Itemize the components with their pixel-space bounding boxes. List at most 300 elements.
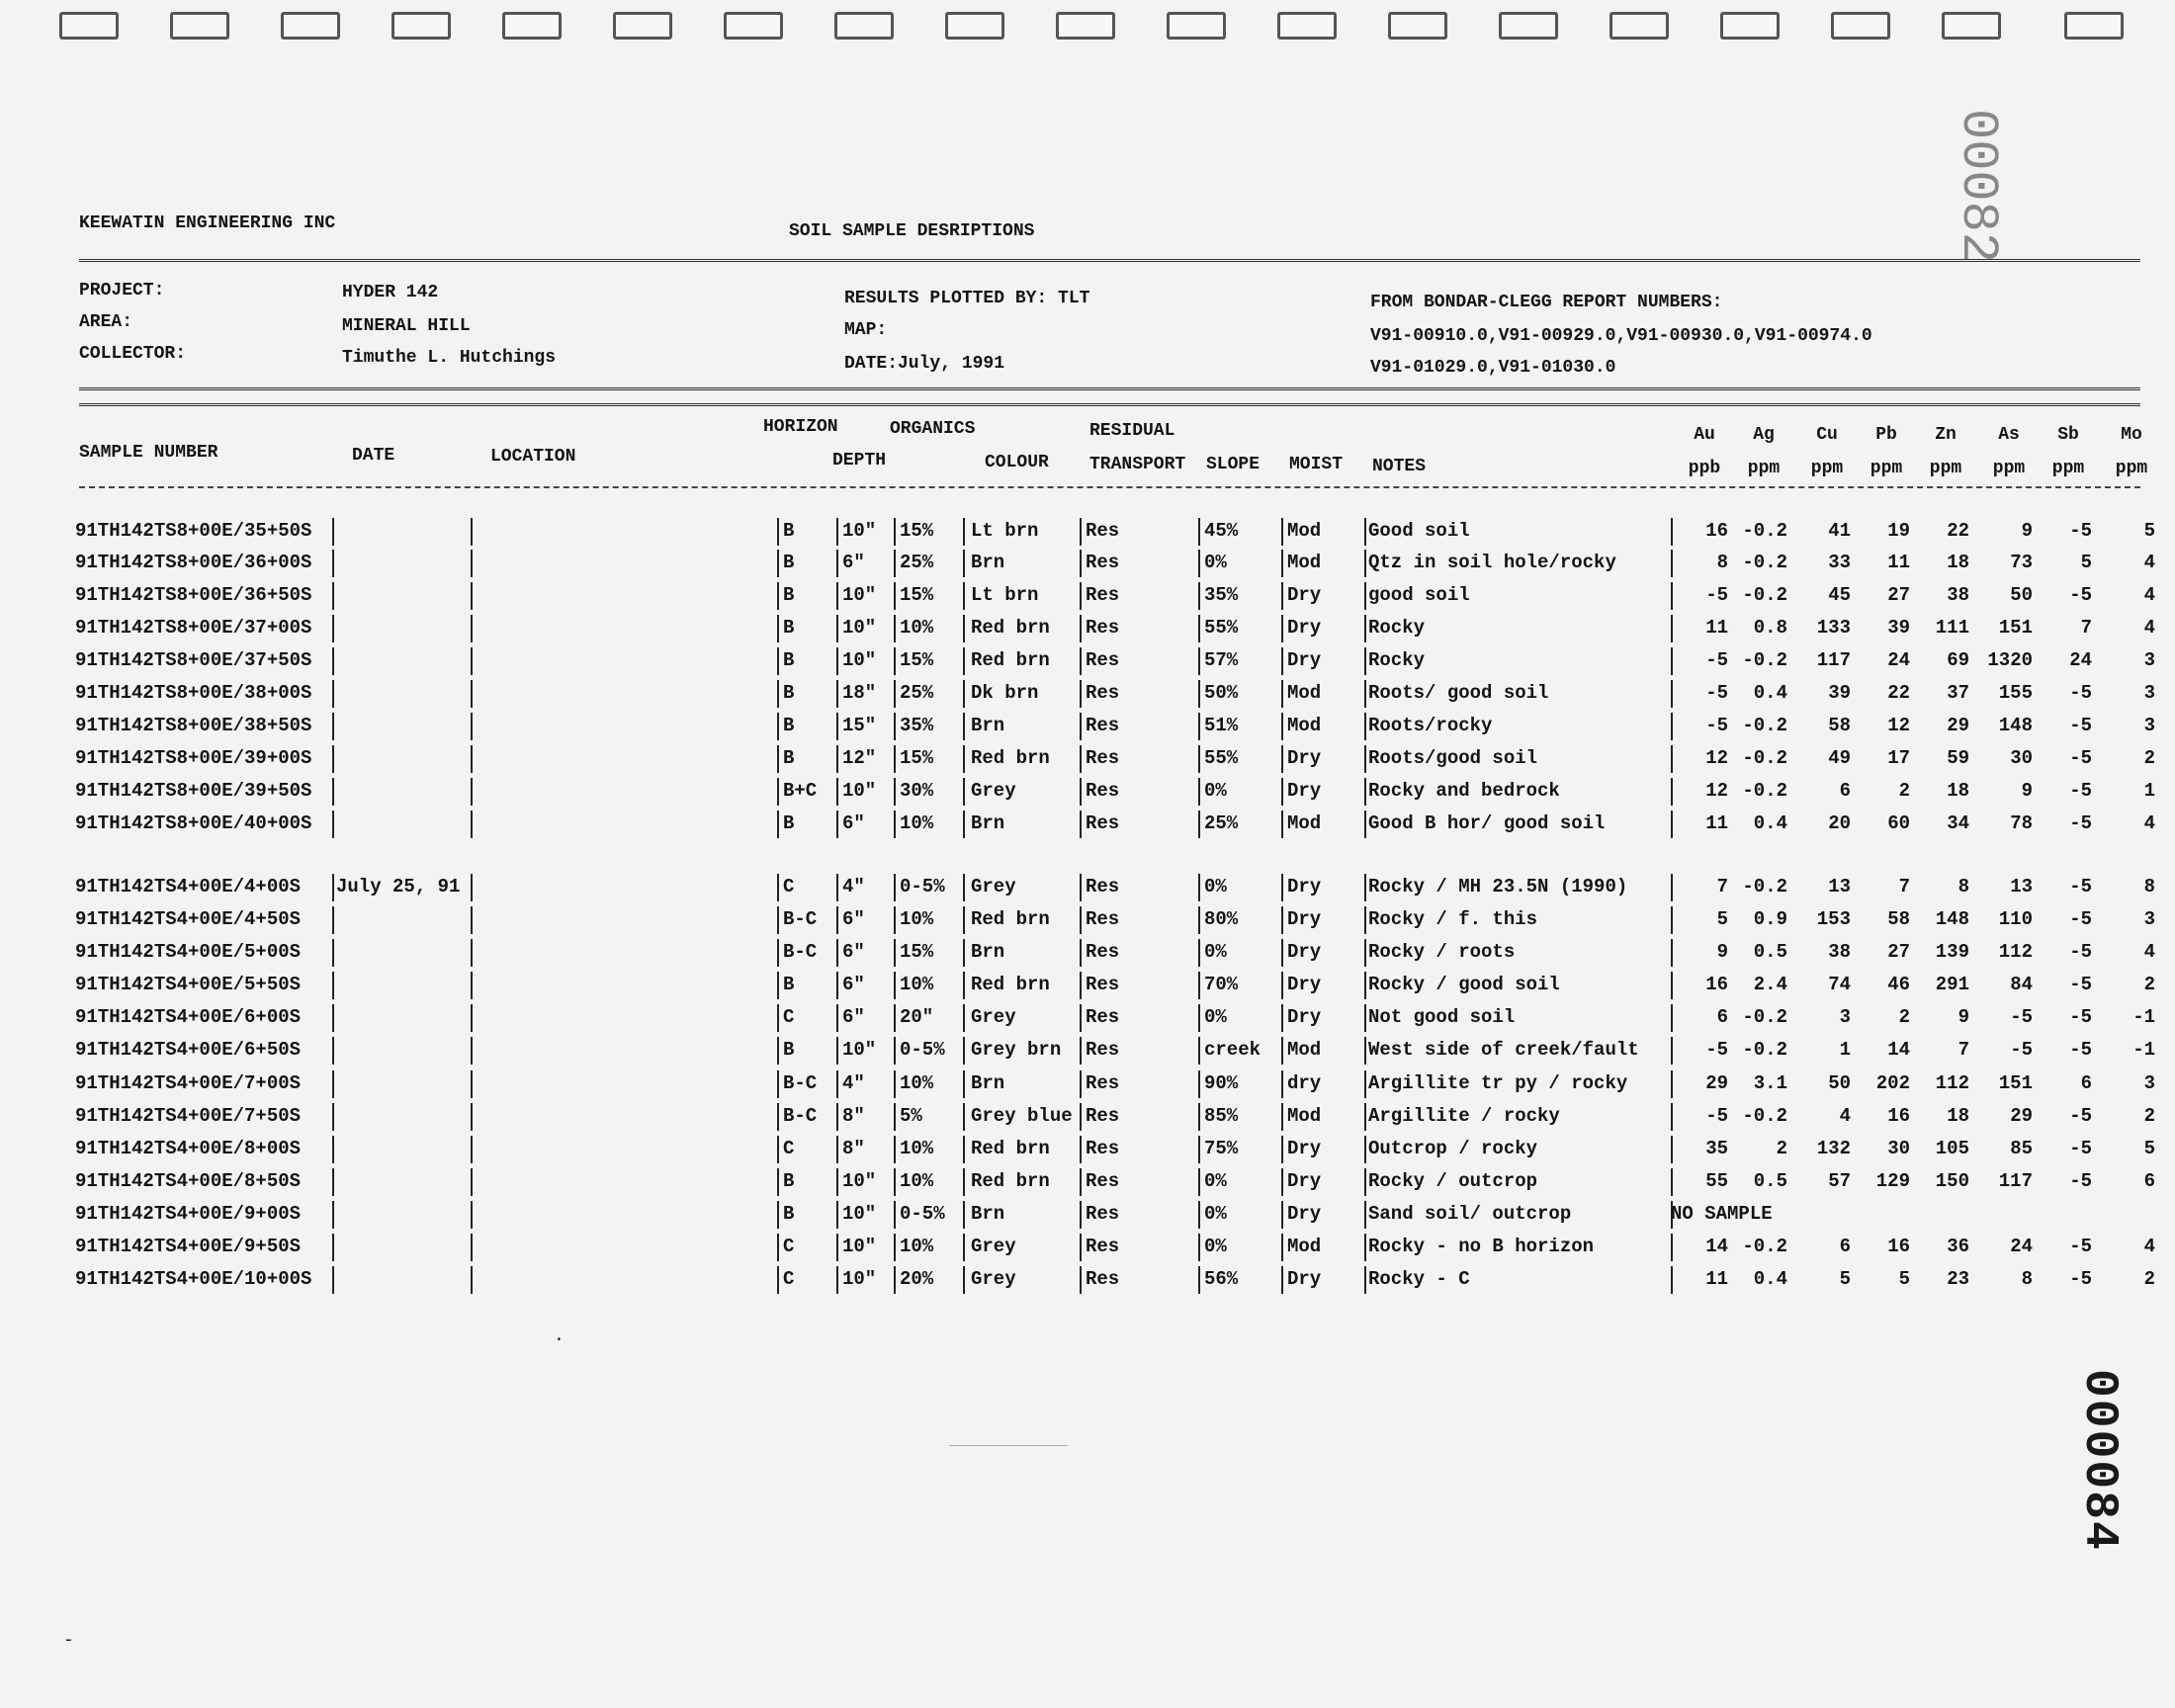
table-row	[0, 1039, 2175, 1071]
moist-cell: Mod	[1287, 812, 1322, 834]
table-row	[0, 812, 2175, 845]
col-moist: MOIST	[1289, 455, 1344, 474]
organics-cell: 0-5%	[900, 1203, 945, 1225]
table-row	[0, 617, 2175, 649]
column-divider	[894, 1234, 896, 1261]
pb-value-cell: 16	[1887, 1236, 1910, 1257]
column-divider	[471, 906, 473, 934]
column-divider	[836, 1168, 838, 1196]
column-divider	[1198, 550, 1200, 577]
ag-value-cell: 0.4	[1753, 812, 1787, 834]
colour-cell: Lt brn	[971, 520, 1039, 542]
cu-value-cell: 4	[1839, 1105, 1851, 1127]
column-divider	[1364, 1004, 1366, 1032]
sample-number-cell: 91TH142TS4+00E/6+00S	[75, 1006, 302, 1028]
organics-cell: 10%	[900, 1072, 934, 1094]
cu-value-cell: 49	[1828, 747, 1851, 769]
sb-value-cell: -5	[2069, 876, 2092, 897]
col-location: LOCATION	[490, 447, 576, 467]
mo-value-cell: 2	[2143, 1105, 2155, 1127]
column-divider	[1364, 518, 1366, 546]
transport-cell: Res	[1086, 520, 1120, 542]
pb-value-cell: 5	[1898, 1268, 1910, 1290]
column-divider	[1080, 713, 1082, 740]
table-row	[0, 649, 2175, 682]
binder-tab	[392, 12, 451, 40]
column-divider	[1198, 1070, 1200, 1098]
transport-cell: Res	[1086, 1006, 1120, 1028]
horizon-cell: B	[783, 520, 795, 542]
column-divider	[471, 874, 473, 901]
sample-number-cell: 91TH142TS4+00E/6+50S	[75, 1039, 302, 1061]
colour-cell: Brn	[971, 1072, 1005, 1094]
column-divider	[1281, 713, 1283, 740]
transport-cell: Res	[1086, 876, 1120, 897]
cu-value-cell: 57	[1828, 1170, 1851, 1192]
binder-tab	[724, 12, 783, 40]
pb-value-cell: 12	[1887, 715, 1910, 736]
sample-number-cell: 91TH142TS4+00E/5+50S	[75, 974, 302, 995]
column-divider	[1198, 1201, 1200, 1229]
column-divider	[1364, 1136, 1366, 1163]
au-value-cell: 8	[1716, 552, 1728, 573]
column-divider	[1080, 811, 1082, 838]
zn-value-cell: 139	[1935, 941, 1969, 963]
slope-cell: 0%	[1204, 1170, 1227, 1192]
as-value-cell: -5	[2010, 1039, 2033, 1061]
ag-value-cell: -0.2	[1742, 876, 1787, 897]
sample-number-cell: 91TH142TS8+00E/39+50S	[75, 780, 312, 802]
as-value-cell: 13	[2010, 876, 2033, 897]
sb-value-cell: -5	[2069, 1105, 2092, 1127]
col-mo-unit: ppm	[2115, 459, 2148, 478]
column-divider	[836, 939, 838, 967]
scan-mark: -	[63, 1631, 74, 1651]
sb-value-cell: -5	[2069, 941, 2092, 963]
zn-value-cell: 150	[1935, 1170, 1969, 1192]
cu-value-cell: 45	[1828, 584, 1851, 606]
scan-line	[949, 1445, 1068, 1446]
pb-value-cell: 14	[1887, 1039, 1910, 1061]
as-value-cell: 155	[1998, 682, 2033, 704]
table-row	[0, 1072, 2175, 1105]
au-value-cell: 12	[1705, 780, 1728, 802]
column-divider	[1198, 615, 1200, 642]
pb-value-cell: 202	[1875, 1072, 1910, 1094]
column-divider	[836, 1037, 838, 1065]
column-divider	[1198, 1266, 1200, 1294]
column-divider	[1080, 972, 1082, 999]
mo-value-cell: 4	[2143, 584, 2155, 606]
column-divider	[777, 906, 779, 934]
zn-value-cell: 8	[1958, 876, 1969, 897]
notes-cell: Rocky	[1368, 649, 1426, 671]
transport-cell: Res	[1086, 649, 1120, 671]
column-divider	[894, 811, 896, 838]
ag-value-cell: -0.2	[1742, 649, 1787, 671]
horizon-cell: B	[783, 715, 795, 736]
colour-cell: Grey	[971, 1268, 1016, 1290]
column-divider	[1198, 778, 1200, 806]
au-value-cell: 29	[1705, 1072, 1728, 1094]
column-divider	[1281, 1266, 1283, 1294]
column-divider	[777, 647, 779, 675]
column-divider	[332, 874, 334, 901]
col-colour: COLOUR	[985, 453, 1049, 472]
organics-cell: 10%	[900, 812, 934, 834]
depth-cell: 10"	[842, 780, 877, 802]
column-divider	[963, 1234, 965, 1261]
column-divider	[836, 713, 838, 740]
moist-cell: Mod	[1287, 1236, 1322, 1257]
mo-value-cell: 5	[2143, 1138, 2155, 1159]
column-divider	[836, 811, 838, 838]
binder-tab	[1942, 12, 2001, 40]
col-au: Au	[1694, 425, 1715, 445]
table-row	[0, 1138, 2175, 1170]
column-divider	[963, 811, 965, 838]
column-divider	[1198, 1168, 1200, 1196]
table-row	[0, 941, 2175, 974]
column-divider	[1281, 518, 1283, 546]
notes-cell: Outcrop / rocky	[1368, 1138, 1538, 1159]
notes-cell: Rocky / roots	[1368, 941, 1516, 963]
table-row	[0, 1203, 2175, 1236]
sb-value-cell: -5	[2069, 1006, 2092, 1028]
horizon-cell: B	[783, 682, 795, 704]
au-value-cell: -5	[1705, 715, 1728, 736]
mo-value-cell: 3	[2143, 1072, 2155, 1094]
header-rule-middle	[79, 387, 2140, 393]
cu-value-cell: 33	[1828, 552, 1851, 573]
organics-cell: 10%	[900, 1236, 934, 1257]
cu-value-cell: 20	[1828, 812, 1851, 834]
column-divider	[1364, 972, 1366, 999]
column-divider	[963, 1168, 965, 1196]
notes-cell: Roots/ good soil	[1368, 682, 1549, 704]
sample-number-cell: 91TH142TS4+00E/4+00S	[75, 876, 302, 897]
binder-tab	[1610, 12, 1669, 40]
column-divider	[332, 1266, 334, 1294]
column-divider	[1080, 1168, 1082, 1196]
slope-cell: 50%	[1204, 682, 1239, 704]
column-divider	[332, 1103, 334, 1131]
organics-cell: 20%	[900, 1268, 934, 1290]
depth-cell: 10"	[842, 617, 877, 639]
column-divider	[1080, 778, 1082, 806]
zn-value-cell: 148	[1935, 908, 1969, 930]
column-divider	[471, 939, 473, 967]
ag-value-cell: 3.1	[1753, 1072, 1787, 1094]
slope-cell: 85%	[1204, 1105, 1239, 1127]
slope-cell: 70%	[1204, 974, 1239, 995]
notes-cell: Rocky / outcrop	[1368, 1170, 1538, 1192]
as-value-cell: 85	[2010, 1138, 2033, 1159]
slope-cell: 57%	[1204, 649, 1239, 671]
column-divider	[1198, 1103, 1200, 1131]
results-plotted-by: RESULTS PLOTTED BY: TLT	[844, 289, 1090, 308]
pb-value-cell: 27	[1887, 584, 1910, 606]
column-divider	[777, 1103, 779, 1131]
column-divider	[471, 972, 473, 999]
zn-value-cell: 9	[1958, 1006, 1969, 1028]
slope-cell: 25%	[1204, 812, 1239, 834]
scan-speck: ·	[554, 1330, 565, 1350]
column-divider	[1080, 1070, 1082, 1098]
cu-value-cell: 5	[1839, 1268, 1851, 1290]
column-divider	[777, 550, 779, 577]
header-rule-lower	[79, 403, 2140, 409]
au-value-cell: -5	[1705, 1105, 1728, 1127]
depth-cell: 10"	[842, 1170, 877, 1192]
col-as-unit: ppm	[1992, 459, 2026, 478]
cu-value-cell: 133	[1816, 617, 1851, 639]
column-divider	[894, 1037, 896, 1065]
moist-cell: Dry	[1287, 780, 1322, 802]
column-divider	[894, 1136, 896, 1163]
sample-number-cell: 91TH142TS4+00E/8+50S	[75, 1170, 302, 1192]
column-divider	[471, 1234, 473, 1261]
column-divider	[332, 906, 334, 934]
column-divider	[1198, 745, 1200, 773]
moist-cell: Dry	[1287, 941, 1322, 963]
column-divider	[777, 778, 779, 806]
depth-cell: 10"	[842, 1268, 877, 1290]
column-divider	[1198, 1234, 1200, 1261]
column-divider	[894, 1004, 896, 1032]
column-divider	[1364, 874, 1366, 901]
column-divider	[836, 1070, 838, 1098]
column-divider	[332, 582, 334, 610]
sb-value-cell: -5	[2069, 1236, 2092, 1257]
sb-value-cell: 7	[2080, 617, 2092, 639]
col-ag: Ag	[1753, 425, 1775, 445]
column-divider	[894, 582, 896, 610]
mo-value-cell: 3	[2143, 908, 2155, 930]
column-divider	[777, 1234, 779, 1261]
column-divider	[332, 680, 334, 708]
sample-number-cell: 91TH142TS4+00E/5+00S	[75, 941, 302, 963]
column-divider	[963, 550, 965, 577]
zn-value-cell: 112	[1935, 1072, 1969, 1094]
colour-cell: Dk brn	[971, 682, 1039, 704]
depth-cell: 10"	[842, 1236, 877, 1257]
table-row	[0, 1268, 2175, 1301]
colour-cell: Grey blue	[971, 1105, 1073, 1127]
sb-value-cell: -5	[2069, 1138, 2092, 1159]
column-divider	[1281, 972, 1283, 999]
organics-cell: 0-5%	[900, 1039, 945, 1061]
column-divider	[1281, 906, 1283, 934]
notes-cell: Sand soil/ outcrop	[1368, 1203, 1572, 1225]
report-numbers-line1: V91-00910.0,V91-00929.0,V91-00930.0,V91-00974.0	[1370, 326, 1872, 346]
column-divider	[332, 518, 334, 546]
ag-value-cell: -0.2	[1742, 1236, 1787, 1257]
binder-tab	[502, 12, 562, 40]
column-divider	[471, 713, 473, 740]
sample-number-cell: 91TH142TS8+00E/38+50S	[75, 715, 312, 736]
mo-value-cell: 4	[2143, 617, 2155, 639]
col-date: DATE	[352, 446, 395, 466]
binder-tab	[1499, 12, 1558, 40]
column-divider	[1080, 1136, 1082, 1163]
col-transport: TRANSPORT	[1089, 455, 1186, 474]
moist-cell: Mod	[1287, 520, 1322, 542]
column-divider	[836, 1136, 838, 1163]
as-value-cell: 73	[2010, 552, 2033, 573]
transport-cell: Res	[1086, 617, 1120, 639]
depth-cell: 18"	[842, 682, 877, 704]
mo-value-cell: -1	[2132, 1039, 2155, 1061]
organics-cell: 5%	[900, 1105, 922, 1127]
zn-value-cell: 37	[1947, 682, 1969, 704]
colour-cell: Red brn	[971, 617, 1050, 639]
organics-cell: 10%	[900, 974, 934, 995]
mo-value-cell: 6	[2143, 1170, 2155, 1192]
au-value-cell: 35	[1705, 1138, 1728, 1159]
column-divider	[1198, 874, 1200, 901]
table-row	[0, 682, 2175, 715]
organics-cell: 10%	[900, 617, 934, 639]
column-divider	[1281, 1136, 1283, 1163]
sample-number-cell: 91TH142TS8+00E/37+00S	[75, 617, 312, 639]
ag-value-cell: -0.2	[1742, 552, 1787, 573]
depth-cell: 6"	[842, 974, 865, 995]
column-divider	[1364, 1201, 1366, 1229]
as-value-cell: 1320	[1987, 649, 2033, 671]
column-divider	[1364, 1103, 1366, 1131]
column-divider	[1080, 550, 1082, 577]
depth-cell: 10"	[842, 520, 877, 542]
as-value-cell: 117	[1998, 1170, 2033, 1192]
sb-value-cell: 5	[2080, 552, 2092, 573]
collector-label: COLLECTOR:	[79, 344, 187, 364]
moist-cell: Dry	[1287, 584, 1322, 606]
column-divider	[777, 615, 779, 642]
moist-cell: Mod	[1287, 1039, 1322, 1061]
colour-cell: Grey	[971, 1236, 1016, 1257]
au-value-cell: 9	[1716, 941, 1728, 963]
depth-cell: 10"	[842, 1039, 877, 1061]
moist-cell: Dry	[1287, 876, 1322, 897]
sb-value-cell: 24	[2069, 649, 2092, 671]
column-divider	[332, 1168, 334, 1196]
depth-cell: 6"	[842, 1006, 865, 1028]
binder-tab	[1277, 12, 1337, 40]
slope-cell: 90%	[1204, 1072, 1239, 1094]
moist-cell: Mod	[1287, 682, 1322, 704]
column-divider	[1364, 680, 1366, 708]
moist-cell: Dry	[1287, 1138, 1322, 1159]
horizon-cell: B-C	[783, 908, 818, 930]
cu-value-cell: 38	[1828, 941, 1851, 963]
as-value-cell: 8	[2021, 1268, 2033, 1290]
transport-cell: Res	[1086, 1170, 1120, 1192]
ag-value-cell: 0.4	[1753, 1268, 1787, 1290]
organics-cell: 15%	[900, 941, 934, 963]
moist-cell: dry	[1287, 1072, 1322, 1094]
column-divider	[894, 615, 896, 642]
pb-value-cell: 58	[1887, 908, 1910, 930]
sb-value-cell: -5	[2069, 1039, 2092, 1061]
mo-value-cell: 8	[2143, 876, 2155, 897]
report-numbers-line2: V91-01029.0,V91-01030.0	[1370, 358, 1616, 378]
col-cu-unit: ppm	[1810, 459, 1844, 478]
transport-cell: Res	[1086, 584, 1120, 606]
sample-number-cell: 91TH142TS4+00E/8+00S	[75, 1138, 302, 1159]
column-divider	[1281, 939, 1283, 967]
column-divider	[1198, 647, 1200, 675]
column-divider	[836, 550, 838, 577]
column-divider	[894, 713, 896, 740]
column-divider	[894, 1201, 896, 1229]
column-divider	[963, 1201, 965, 1229]
moist-cell: Dry	[1287, 747, 1322, 769]
ag-value-cell: -0.2	[1742, 1039, 1787, 1061]
ag-value-cell: -0.2	[1742, 715, 1787, 736]
header-rule-top	[79, 259, 2140, 265]
pb-value-cell: 16	[1887, 1105, 1910, 1127]
notes-cell: Roots/rocky	[1368, 715, 1493, 736]
ag-value-cell: -0.2	[1742, 747, 1787, 769]
sb-value-cell: -5	[2069, 715, 2092, 736]
as-value-cell: 112	[1998, 941, 2033, 963]
column-divider	[963, 778, 965, 806]
binder-tab	[613, 12, 672, 40]
binder-tab	[834, 12, 894, 40]
column-divider	[1198, 1037, 1200, 1065]
slope-cell: 56%	[1204, 1268, 1239, 1290]
colour-cell: Brn	[971, 1203, 1005, 1225]
column-divider	[777, 811, 779, 838]
column-divider	[471, 582, 473, 610]
column-divider	[1198, 582, 1200, 610]
column-divider	[471, 615, 473, 642]
column-divider	[1080, 615, 1082, 642]
column-divider	[1080, 1037, 1082, 1065]
au-value-cell: 14	[1705, 1236, 1728, 1257]
col-mo: Mo	[2121, 425, 2142, 445]
ag-value-cell: 2	[1776, 1138, 1787, 1159]
moist-cell: Dry	[1287, 1006, 1322, 1028]
table-row	[0, 520, 2175, 553]
binder-tab	[281, 12, 340, 40]
col-au-unit: ppb	[1688, 459, 1721, 478]
depth-cell: 10"	[842, 584, 877, 606]
au-value-cell: -5	[1705, 1039, 1728, 1061]
column-divider	[332, 811, 334, 838]
column-divider	[471, 1103, 473, 1131]
column-divider	[332, 778, 334, 806]
colour-cell: Lt brn	[971, 584, 1039, 606]
table-row	[0, 1236, 2175, 1268]
mo-value-cell: 5	[2143, 520, 2155, 542]
transport-cell: Res	[1086, 1203, 1120, 1225]
depth-cell: 6"	[842, 941, 865, 963]
mo-value-cell: 2	[2143, 747, 2155, 769]
column-divider	[963, 1070, 965, 1098]
column-divider	[1281, 811, 1283, 838]
column-divider	[1364, 647, 1366, 675]
column-divider	[1281, 1004, 1283, 1032]
sample-number-cell: 91TH142TS8+00E/35+50S	[75, 520, 312, 542]
notes-cell: Argillite / rocky	[1368, 1105, 1560, 1127]
column-divider	[963, 680, 965, 708]
column-divider	[1198, 680, 1200, 708]
mo-value-cell: 3	[2143, 649, 2155, 671]
column-divider	[836, 1103, 838, 1131]
column-divider	[894, 1168, 896, 1196]
